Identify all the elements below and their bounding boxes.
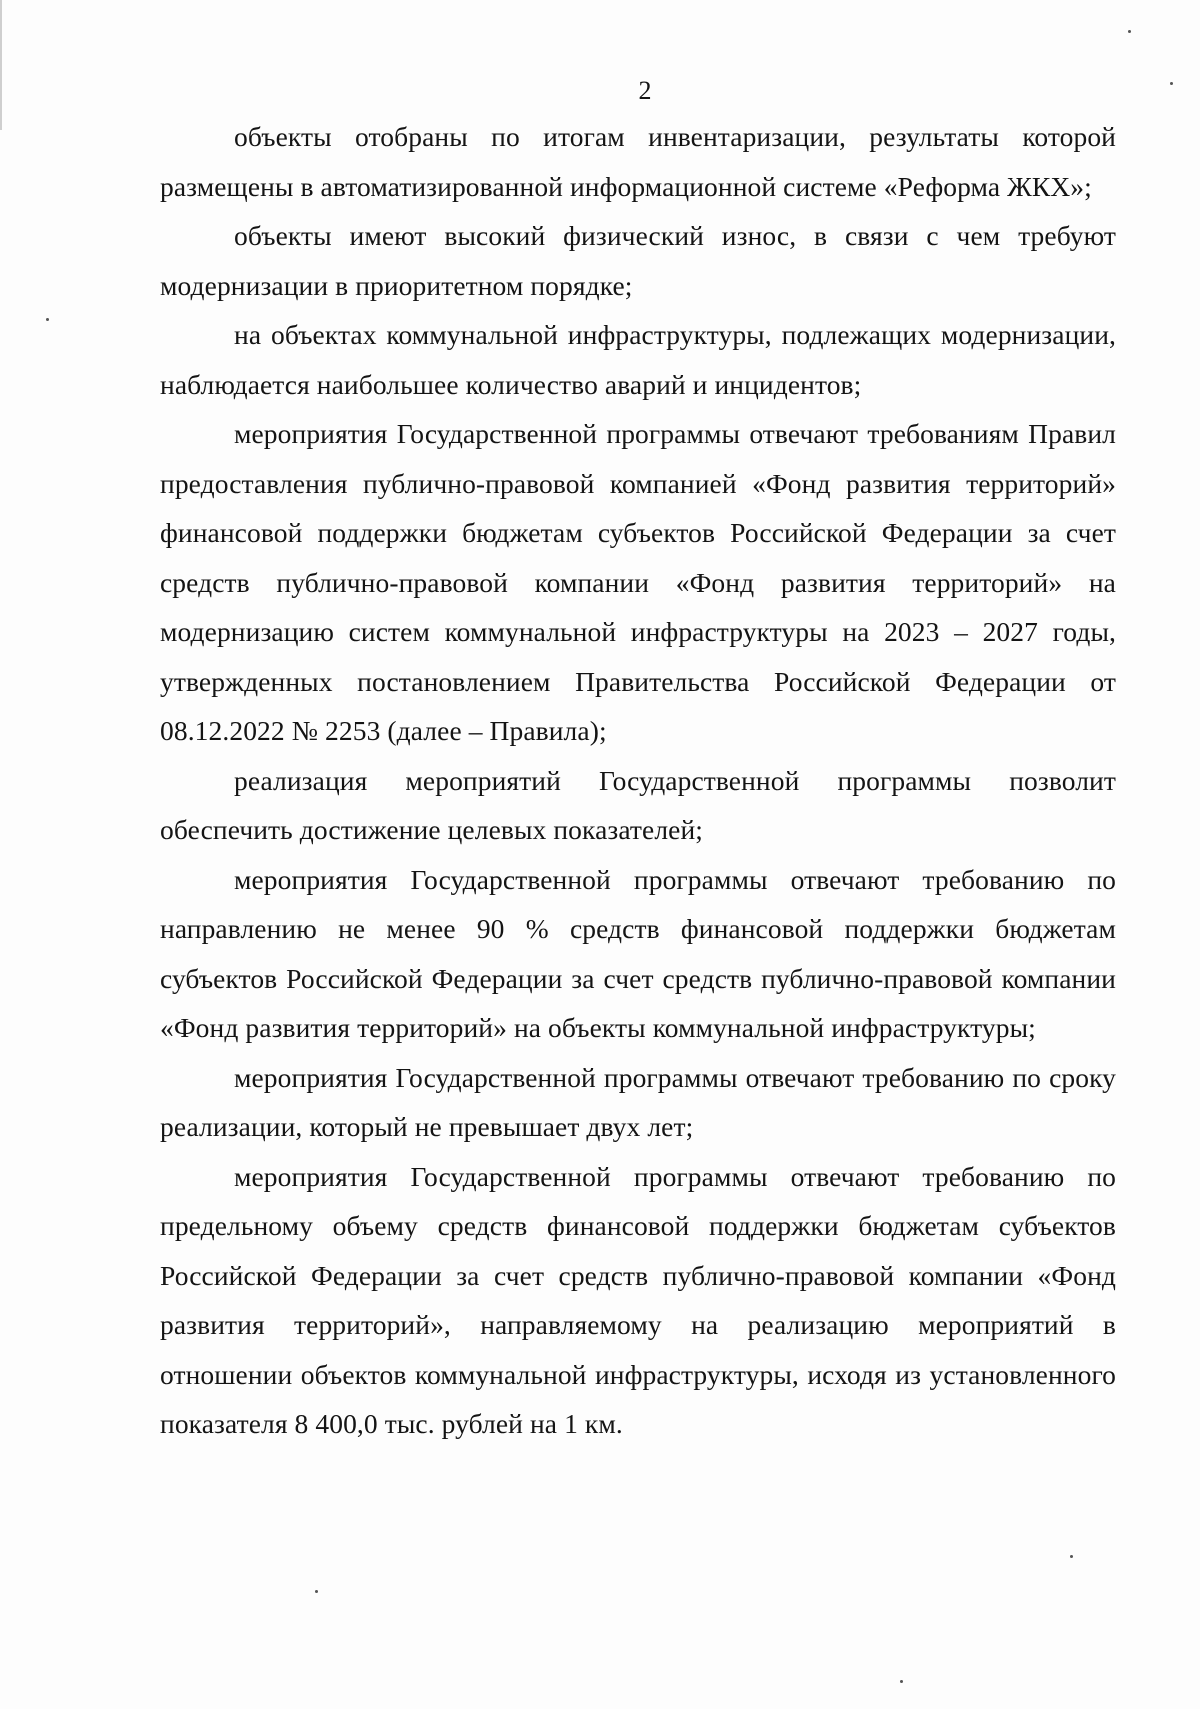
scan-speck [1070,1555,1073,1558]
scan-speck [1128,30,1131,33]
paragraph-90-percent: мероприятия Государственной программы отвечают требованию по направлению не менее 90 % средств финансовой поддержки бюджетам субъектов Российской Федерации за счет средств публично-правовой компании «Фонд развития территорий» на объекты коммунальной инфраструктуры; [160,863,1116,1043]
scan-edge [0,0,2,130]
paragraph-rules: мероприятия Государственной программы отвечают требованиям Правил предоставления публично-правовой компанией «Фонд развития территорий» финансовой поддержки бюджетам субъектов Российской Федерации за счет средств публично-правовой компании «Фонд развития территорий» на модернизацию систем коммунальной инфраструктуры на 2023 – 2027 годы, утвержденных постановлением Правительства Российской Федерации от 08.12.2022 № 2253 (далее – Правила); [160,418,1116,746]
document-body [160,112,1116,1449]
paragraph-targets: реализация мероприятий Государственной программы позволит обеспечить достижение целевых показателей; [160,764,1116,845]
scan-speck [315,1590,318,1593]
paragraph-inventory: объекты отобраны по итогам инвентаризации, результаты которой размещены в автоматизированной информационной системе «Реформа ЖКХ»; [160,121,1116,202]
paragraph-accidents: на объектах коммунальной инфраструктуры, подлежащих модернизации, наблюдается наибольшее количество аварий и инцидентов; [160,319,1116,400]
page-number: 2 [638,76,652,105]
paragraph-limit: мероприятия Государственной программы отвечают требованию по предельному объему средств финансовой поддержки бюджетам субъектов Российской Федерации за счет средств публично-правовой компании «Фонд развития территорий», направляемому на реализацию мероприятий в отношении объектов коммунальной инфраструктуры, исходя из установленного показателя 8 400,0 тыс. рублей на 1 км. [160,1160,1116,1439]
paragraph-term: мероприятия Государственной программы отвечают требованию по сроку реализации, который не превышает двух лет; [160,1061,1116,1142]
paragraph-wear: объекты имеют высокий физический износ, в связи с чем требуют модернизации в приоритетном порядке; [160,220,1116,301]
scan-speck [1170,82,1173,85]
scan-speck [900,1680,903,1683]
scan-speck [46,318,49,321]
